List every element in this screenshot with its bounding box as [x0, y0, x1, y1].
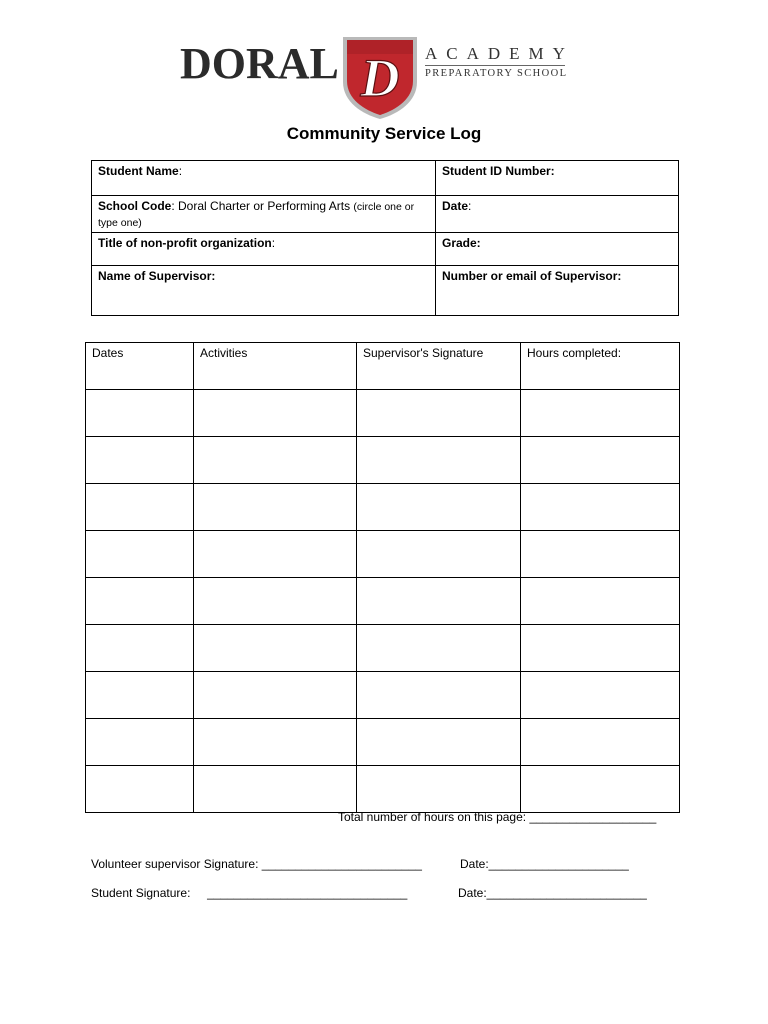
- date-cell[interactable]: [86, 484, 194, 531]
- total-hours-line[interactable]: Total number of hours on this page: ___________________: [338, 810, 657, 824]
- column-header-supervisor-signature: Supervisor's Signature: [357, 343, 521, 390]
- student-date-line[interactable]: Date:________________________: [458, 886, 647, 900]
- supervisor-contact-label: Number or email of Supervisor:: [442, 269, 622, 284]
- activity-cell[interactable]: [194, 766, 357, 813]
- signature-cell[interactable]: [357, 719, 521, 766]
- signature-cell[interactable]: [357, 531, 521, 578]
- column-header-hours: Hours completed:: [521, 343, 680, 390]
- student-name-colon: :: [178, 164, 183, 178]
- activity-cell[interactable]: [194, 625, 357, 672]
- volunteer-signature-line[interactable]: Volunteer supervisor Signature: ________________________: [91, 857, 422, 871]
- service-log-table: [85, 342, 680, 813]
- hours-cell[interactable]: [521, 625, 680, 672]
- date-cell[interactable]: [86, 578, 194, 625]
- activity-cell[interactable]: [194, 390, 357, 437]
- signature-cell[interactable]: [357, 484, 521, 531]
- hours-cell[interactable]: [521, 766, 680, 813]
- student-signature-line[interactable]: Student Signature: ______________________________: [91, 886, 408, 900]
- student-info-table: [91, 160, 679, 316]
- date-cell[interactable]: [86, 766, 194, 813]
- date-label: Date: [442, 199, 469, 213]
- log-header-row: [86, 343, 680, 390]
- activity-cell[interactable]: [194, 437, 357, 484]
- hours-cell[interactable]: [521, 578, 680, 625]
- logo-academy: ACADEMY: [425, 44, 574, 63]
- signature-cell[interactable]: [357, 578, 521, 625]
- hours-cell[interactable]: [521, 531, 680, 578]
- log-row: [86, 672, 680, 719]
- student-id-label: Student ID Number:: [442, 164, 555, 178]
- logo-wordmark: DORAL: [180, 39, 339, 88]
- date-cell[interactable]: [86, 719, 194, 766]
- log-row: [86, 625, 680, 672]
- school-code-value: : Doral Charter or Performing Arts: [171, 199, 354, 213]
- student-id-field[interactable]: [436, 161, 679, 196]
- activity-cell[interactable]: [194, 578, 357, 625]
- column-header-activities: Activities: [194, 343, 357, 390]
- date-cell[interactable]: [86, 672, 194, 719]
- log-row: [86, 531, 680, 578]
- grade-field[interactable]: [436, 233, 679, 266]
- activity-cell[interactable]: [194, 719, 357, 766]
- log-row: [86, 390, 680, 437]
- logo-subtitle: PREPARATORY SCHOOL: [425, 68, 568, 79]
- logo-monogram: D: [360, 48, 400, 108]
- student-name-field[interactable]: [92, 161, 436, 196]
- log-row: [86, 578, 680, 625]
- signature-cell[interactable]: [357, 672, 521, 719]
- hours-cell[interactable]: [521, 672, 680, 719]
- log-row: [86, 437, 680, 484]
- page-title: Community Service Log: [286, 124, 482, 143]
- column-header-dates: Dates: [86, 343, 194, 390]
- supervisor-name-label: Name of Supervisor:: [98, 269, 216, 284]
- date-colon: :: [468, 199, 472, 213]
- school-code-note: (circle one or type one): [98, 201, 415, 230]
- activity-cell[interactable]: [194, 531, 357, 578]
- signature-cell[interactable]: [357, 437, 521, 484]
- logo-divider: [425, 65, 565, 66]
- supervisor-name-field[interactable]: [92, 266, 436, 316]
- signature-cell[interactable]: [357, 625, 521, 672]
- signature-cell[interactable]: [357, 390, 521, 437]
- grade-label: Grade:: [442, 236, 481, 251]
- activity-cell[interactable]: [194, 672, 357, 719]
- date-cell[interactable]: [86, 531, 194, 578]
- hours-cell[interactable]: [521, 719, 680, 766]
- date-cell[interactable]: [86, 625, 194, 672]
- log-row: [86, 766, 680, 813]
- school-logo: [170, 32, 574, 124]
- signature-cell[interactable]: [357, 766, 521, 813]
- log-row: [86, 484, 680, 531]
- volunteer-date-line[interactable]: Date:_____________________: [460, 857, 629, 871]
- organization-label: Title of non-profit organization: [98, 236, 272, 251]
- log-row: [86, 719, 680, 766]
- school-code-label: School Code: [98, 199, 172, 213]
- supervisor-contact-field[interactable]: [436, 266, 679, 316]
- date-cell[interactable]: [86, 437, 194, 484]
- school-code-field[interactable]: [92, 196, 436, 233]
- organization-field[interactable]: [92, 233, 436, 266]
- student-name-label: Student Name: [98, 164, 179, 178]
- hours-cell[interactable]: [521, 437, 680, 484]
- activity-cell[interactable]: [194, 484, 357, 531]
- date-cell[interactable]: [86, 390, 194, 437]
- organization-colon: :: [271, 236, 276, 251]
- shield-icon: [340, 34, 420, 120]
- hours-cell[interactable]: [521, 484, 680, 531]
- date-field[interactable]: [436, 196, 679, 233]
- hours-cell[interactable]: [521, 390, 680, 437]
